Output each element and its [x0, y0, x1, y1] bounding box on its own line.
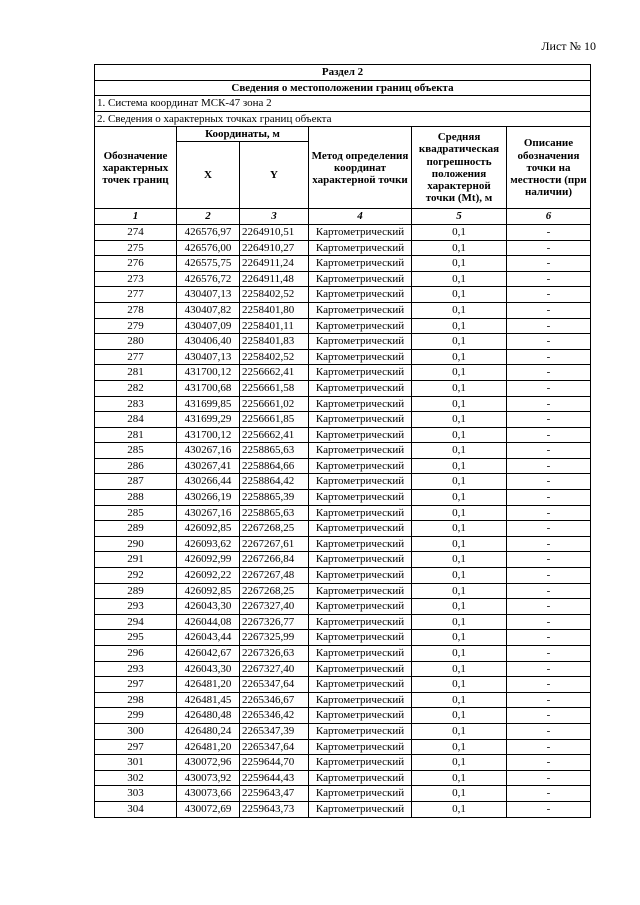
x-coordinate: 426092,85: [177, 521, 240, 537]
y-coordinate: 2258401,80: [240, 302, 309, 318]
x-coordinate: 426576,97: [177, 224, 240, 240]
point-id: 281: [95, 365, 177, 381]
x-coordinate: 426576,72: [177, 271, 240, 287]
method: Картометрический: [309, 380, 412, 396]
method: Картометрический: [309, 427, 412, 443]
point-id: 299: [95, 708, 177, 724]
method: Картометрический: [309, 552, 412, 568]
table-row: [95, 677, 591, 693]
error-value: 0,1: [412, 521, 507, 537]
description: -: [507, 490, 591, 506]
x-coordinate: 426481,45: [177, 692, 240, 708]
error-value: 0,1: [412, 646, 507, 662]
error-value: 0,1: [412, 349, 507, 365]
y-coordinate: 2258865,63: [240, 505, 309, 521]
error-value: 0,1: [412, 536, 507, 552]
y-coordinate: 2265346,42: [240, 708, 309, 724]
x-coordinate: 426576,00: [177, 240, 240, 256]
error-value: 0,1: [412, 739, 507, 755]
x-coordinate: 426043,44: [177, 630, 240, 646]
description: -: [507, 318, 591, 334]
method: Картометрический: [309, 365, 412, 381]
table-row: [95, 256, 591, 272]
y-coordinate: 2258401,11: [240, 318, 309, 334]
method: Картометрический: [309, 723, 412, 739]
x-coordinate: 430073,92: [177, 770, 240, 786]
x-coordinate: 426043,30: [177, 599, 240, 615]
y-coordinate: 2267326,77: [240, 614, 309, 630]
point-id: 302: [95, 770, 177, 786]
table-row: [95, 521, 591, 537]
description: -: [507, 256, 591, 272]
table-row: [95, 224, 591, 240]
point-id: 288: [95, 490, 177, 506]
description: -: [507, 770, 591, 786]
method: Картометрический: [309, 614, 412, 630]
x-coordinate: 426480,24: [177, 723, 240, 739]
table-row: [95, 755, 591, 771]
table-row: [95, 271, 591, 287]
x-coordinate: 430407,09: [177, 318, 240, 334]
description: -: [507, 427, 591, 443]
description: -: [507, 302, 591, 318]
method: Картометрический: [309, 536, 412, 552]
x-coordinate: 426480,48: [177, 708, 240, 724]
y-coordinate: 2256661,02: [240, 396, 309, 412]
method: Картометрический: [309, 801, 412, 817]
method: Картометрический: [309, 505, 412, 521]
y-coordinate: 2265346,67: [240, 692, 309, 708]
y-coordinate: 2259644,70: [240, 755, 309, 771]
table-row: [95, 505, 591, 521]
table-row: [95, 349, 591, 365]
header-description: Описание обозначения точки на местности (при наличии): [507, 127, 591, 209]
method: Картометрический: [309, 334, 412, 350]
x-coordinate: 431699,85: [177, 396, 240, 412]
point-id: 298: [95, 692, 177, 708]
point-id: 297: [95, 677, 177, 693]
x-coordinate: 426092,22: [177, 568, 240, 584]
x-coordinate: 430407,82: [177, 302, 240, 318]
table-row: [95, 427, 591, 443]
error-value: 0,1: [412, 412, 507, 428]
x-coordinate: 426575,75: [177, 256, 240, 272]
y-coordinate: 2258864,42: [240, 474, 309, 490]
point-id: 285: [95, 443, 177, 459]
point-id: 300: [95, 723, 177, 739]
method: Картометрический: [309, 271, 412, 287]
y-coordinate: 2267267,61: [240, 536, 309, 552]
table-row: [95, 599, 591, 615]
x-coordinate: 430266,19: [177, 490, 240, 506]
table-row: [95, 614, 591, 630]
point-id: 295: [95, 630, 177, 646]
table-row: [95, 380, 591, 396]
method: Картометрический: [309, 490, 412, 506]
description: -: [507, 786, 591, 802]
point-id: 289: [95, 521, 177, 537]
error-value: 0,1: [412, 427, 507, 443]
point-id: 277: [95, 349, 177, 365]
y-coordinate: 2258402,52: [240, 349, 309, 365]
header-point-designation: Обозначение характерных точек границ: [95, 127, 177, 209]
method: Картометрический: [309, 786, 412, 802]
point-id: 294: [95, 614, 177, 630]
y-coordinate: 2264910,27: [240, 240, 309, 256]
x-coordinate: 426092,99: [177, 552, 240, 568]
table-row: [95, 365, 591, 381]
x-coordinate: 426481,20: [177, 739, 240, 755]
y-coordinate: 2264911,24: [240, 256, 309, 272]
y-coordinate: 2259643,73: [240, 801, 309, 817]
table-row: [95, 287, 591, 303]
table-row: [95, 739, 591, 755]
table-row: [95, 552, 591, 568]
error-value: 0,1: [412, 302, 507, 318]
column-number: 4: [309, 209, 412, 225]
y-coordinate: 2264910,51: [240, 224, 309, 240]
table-row: [95, 786, 591, 802]
y-coordinate: 2258402,52: [240, 287, 309, 303]
description: -: [507, 583, 591, 599]
column-number: 2: [177, 209, 240, 225]
y-coordinate: 2265347,64: [240, 677, 309, 693]
description: -: [507, 474, 591, 490]
y-coordinate: 2267268,25: [240, 583, 309, 599]
description: -: [507, 396, 591, 412]
table-row: [95, 568, 591, 584]
error-value: 0,1: [412, 661, 507, 677]
description: -: [507, 271, 591, 287]
point-id: 296: [95, 646, 177, 662]
table-row: [95, 302, 591, 318]
error-value: 0,1: [412, 490, 507, 506]
method: Картометрический: [309, 443, 412, 459]
description: -: [507, 505, 591, 521]
description: -: [507, 536, 591, 552]
error-value: 0,1: [412, 240, 507, 256]
error-value: 0,1: [412, 505, 507, 521]
error-value: 0,1: [412, 552, 507, 568]
x-coordinate: 426093,62: [177, 536, 240, 552]
y-coordinate: 2267325,99: [240, 630, 309, 646]
column-number: 1: [95, 209, 177, 225]
coordinate-system-line: 1. Система координат МСК-47 зона 2: [95, 96, 591, 112]
table-row: [95, 458, 591, 474]
description: -: [507, 521, 591, 537]
y-coordinate: 2256661,58: [240, 380, 309, 396]
table-row: [95, 474, 591, 490]
sheet-number: Лист № 10: [541, 39, 596, 53]
error-value: 0,1: [412, 723, 507, 739]
table-row: [95, 723, 591, 739]
x-coordinate: 431699,29: [177, 412, 240, 428]
error-value: 0,1: [412, 318, 507, 334]
table-row: [95, 770, 591, 786]
point-id: 293: [95, 661, 177, 677]
error-value: 0,1: [412, 755, 507, 771]
method: Картометрический: [309, 458, 412, 474]
x-coordinate: 430267,41: [177, 458, 240, 474]
table-row: [95, 443, 591, 459]
point-id: 278: [95, 302, 177, 318]
table-row: [95, 801, 591, 817]
header-error: Средняя квадратическая погрешность положения характерной точки (Mt), м: [412, 127, 507, 209]
point-id: 297: [95, 739, 177, 755]
description: -: [507, 380, 591, 396]
y-coordinate: 2256662,41: [240, 365, 309, 381]
table-row: [95, 536, 591, 552]
method: Картометрический: [309, 599, 412, 615]
y-coordinate: 2258864,66: [240, 458, 309, 474]
point-id: 287: [95, 474, 177, 490]
point-id: 293: [95, 599, 177, 615]
description: -: [507, 334, 591, 350]
column-number: 6: [507, 209, 591, 225]
description: -: [507, 412, 591, 428]
description: -: [507, 723, 591, 739]
point-id: 303: [95, 786, 177, 802]
table-row: [95, 490, 591, 506]
method: Картометрический: [309, 755, 412, 771]
method: Картометрический: [309, 521, 412, 537]
method: Картометрический: [309, 240, 412, 256]
y-coordinate: 2267326,63: [240, 646, 309, 662]
error-value: 0,1: [412, 443, 507, 459]
y-coordinate: 2265347,39: [240, 723, 309, 739]
description: -: [507, 692, 591, 708]
method: Картометрический: [309, 256, 412, 272]
point-id: 274: [95, 224, 177, 240]
point-id: 301: [95, 755, 177, 771]
error-value: 0,1: [412, 677, 507, 693]
description: -: [507, 661, 591, 677]
point-id: 276: [95, 256, 177, 272]
method: Картометрический: [309, 302, 412, 318]
table-row: [95, 412, 591, 428]
point-id: 283: [95, 396, 177, 412]
table-row: [95, 334, 591, 350]
method: Картометрический: [309, 349, 412, 365]
description: -: [507, 349, 591, 365]
description: -: [507, 458, 591, 474]
error-value: 0,1: [412, 568, 507, 584]
x-coordinate: 430407,13: [177, 349, 240, 365]
description: -: [507, 552, 591, 568]
x-coordinate: 426092,85: [177, 583, 240, 599]
y-coordinate: 2256662,41: [240, 427, 309, 443]
description: -: [507, 240, 591, 256]
column-number: 5: [412, 209, 507, 225]
method: Картометрический: [309, 318, 412, 334]
table-body: [95, 224, 591, 817]
table-row: [95, 692, 591, 708]
method: Картометрический: [309, 568, 412, 584]
error-value: 0,1: [412, 224, 507, 240]
description: -: [507, 739, 591, 755]
error-value: 0,1: [412, 614, 507, 630]
error-value: 0,1: [412, 708, 507, 724]
error-value: 0,1: [412, 801, 507, 817]
points-info-line: 2. Сведения о характерных точках границ объекта: [95, 111, 591, 127]
point-id: 282: [95, 380, 177, 396]
error-value: 0,1: [412, 380, 507, 396]
table-row: [95, 708, 591, 724]
y-coordinate: 2267268,25: [240, 521, 309, 537]
y-coordinate: 2258865,39: [240, 490, 309, 506]
error-value: 0,1: [412, 599, 507, 615]
error-value: 0,1: [412, 458, 507, 474]
description: -: [507, 630, 591, 646]
table-row: [95, 240, 591, 256]
description: -: [507, 614, 591, 630]
header-y: Y: [240, 142, 309, 209]
y-coordinate: 2267266,84: [240, 552, 309, 568]
y-coordinate: 2258401,83: [240, 334, 309, 350]
error-value: 0,1: [412, 786, 507, 802]
point-id: 279: [95, 318, 177, 334]
description: -: [507, 287, 591, 303]
method: Картометрический: [309, 646, 412, 662]
error-value: 0,1: [412, 334, 507, 350]
table-row: [95, 646, 591, 662]
method: Картометрический: [309, 224, 412, 240]
x-coordinate: 426044,08: [177, 614, 240, 630]
table-row: [95, 583, 591, 599]
description: -: [507, 708, 591, 724]
y-coordinate: 2259644,43: [240, 770, 309, 786]
y-coordinate: 2258865,63: [240, 443, 309, 459]
y-coordinate: 2267267,48: [240, 568, 309, 584]
point-id: 281: [95, 427, 177, 443]
description: -: [507, 677, 591, 693]
x-coordinate: 431700,68: [177, 380, 240, 396]
point-id: 286: [95, 458, 177, 474]
method: Картометрический: [309, 677, 412, 693]
description: -: [507, 599, 591, 615]
error-value: 0,1: [412, 474, 507, 490]
x-coordinate: 430072,69: [177, 801, 240, 817]
x-coordinate: 430407,13: [177, 287, 240, 303]
description: -: [507, 365, 591, 381]
method: Картометрический: [309, 396, 412, 412]
x-coordinate: 426043,30: [177, 661, 240, 677]
method: Картометрический: [309, 474, 412, 490]
point-id: 291: [95, 552, 177, 568]
error-value: 0,1: [412, 365, 507, 381]
point-id: 273: [95, 271, 177, 287]
table-row: [95, 630, 591, 646]
error-value: 0,1: [412, 396, 507, 412]
error-value: 0,1: [412, 271, 507, 287]
error-value: 0,1: [412, 583, 507, 599]
method: Картометрический: [309, 661, 412, 677]
table-row: [95, 396, 591, 412]
x-coordinate: 430406,40: [177, 334, 240, 350]
y-coordinate: 2267327,40: [240, 599, 309, 615]
point-id: 304: [95, 801, 177, 817]
point-id: 277: [95, 287, 177, 303]
description: -: [507, 755, 591, 771]
x-coordinate: 426481,20: [177, 677, 240, 693]
error-value: 0,1: [412, 692, 507, 708]
y-coordinate: 2267327,40: [240, 661, 309, 677]
x-coordinate: 431700,12: [177, 365, 240, 381]
error-value: 0,1: [412, 287, 507, 303]
x-coordinate: 430267,16: [177, 443, 240, 459]
description: -: [507, 568, 591, 584]
description: -: [507, 801, 591, 817]
error-value: 0,1: [412, 630, 507, 646]
y-coordinate: 2264911,48: [240, 271, 309, 287]
header-coordinates: Координаты, м: [177, 127, 309, 142]
description: -: [507, 443, 591, 459]
error-value: 0,1: [412, 256, 507, 272]
method: Картометрический: [309, 287, 412, 303]
method: Картометрический: [309, 583, 412, 599]
header-method: Метод определения координат характерной точки: [309, 127, 412, 209]
method: Картометрический: [309, 739, 412, 755]
table-row: [95, 661, 591, 677]
x-coordinate: 430266,44: [177, 474, 240, 490]
x-coordinate: 426042,67: [177, 646, 240, 662]
y-coordinate: 2259643,47: [240, 786, 309, 802]
point-id: 284: [95, 412, 177, 428]
coordinates-table: [94, 64, 591, 818]
method: Картометрический: [309, 770, 412, 786]
table-row: [95, 318, 591, 334]
error-value: 0,1: [412, 770, 507, 786]
header-x: X: [177, 142, 240, 209]
column-number: 3: [240, 209, 309, 225]
point-id: 292: [95, 568, 177, 584]
point-id: 280: [95, 334, 177, 350]
method: Картометрический: [309, 630, 412, 646]
method: Картометрический: [309, 412, 412, 428]
x-coordinate: 430072,96: [177, 755, 240, 771]
point-id: 290: [95, 536, 177, 552]
method: Картометрический: [309, 692, 412, 708]
x-coordinate: 431700,12: [177, 427, 240, 443]
x-coordinate: 430073,66: [177, 786, 240, 802]
x-coordinate: 430267,16: [177, 505, 240, 521]
y-coordinate: 2256661,85: [240, 412, 309, 428]
point-id: 289: [95, 583, 177, 599]
description: -: [507, 224, 591, 240]
section-subtitle: Сведения о местоположении границ объекта: [95, 80, 591, 96]
description: -: [507, 646, 591, 662]
point-id: 275: [95, 240, 177, 256]
section-title: Раздел 2: [95, 65, 591, 81]
point-id: 285: [95, 505, 177, 521]
y-coordinate: 2265347,64: [240, 739, 309, 755]
method: Картометрический: [309, 708, 412, 724]
